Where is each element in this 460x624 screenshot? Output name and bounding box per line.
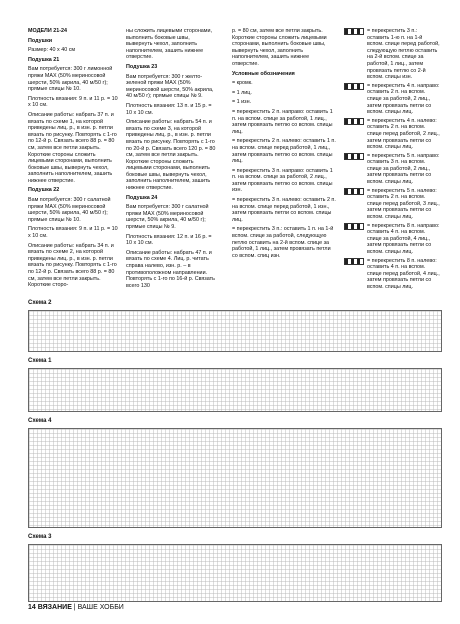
legend-text: = перекрестить 3 п.: оставить 1-ю п. на 1-й вспом. спице перед работой, следующую петлю оставить на 2-й вспом. спице за работой, 1 лиц., затем провязать петлю со 2-й вспом. спицы изн. — [367, 28, 440, 81]
column-2 — [126, 28, 216, 292]
paragraph: р. = 80 см, затем все петли закрыть. Короткие стороны сложить лицевыми сторонами, выполнить боковые швы, вывернуть чехол, заполнить наполнителем, зашить нижнее отверстие. — [232, 28, 327, 67]
paragraph: = перекрестить 2 п. направо: оставить 1 п. на вспом. спице за работой, 1 лиц., затем провязать петлю со вспом. спицы лиц. — [232, 108, 333, 135]
legend-text: = перекрестить 8 п. налево: оставить 4 п. на вспом. спице перед работой, 4 лиц., затем провязать петли со вспом. спицы лиц. — [367, 257, 440, 290]
page-number: 14 — [28, 604, 36, 611]
paragraph: Описание работы: набрать 37 п. и вязать по схеме 1, на которой приведены лиц. р., в изн. р. петли вязать по рисунку. Повторять с 1-го по 12-й р. Связать всего 88 р. = 80 см, затем все петли закрыть. Короткие стороны сложить лицевыми сторонами, выполнить боковые швы, вывернуть чехол, заполнить наполнителем, зашить нижнее отверстие. — [28, 111, 117, 184]
paragraph — [344, 188, 440, 221]
legend-text: = перекрестить 4 п. направо: оставить 2 п. на вспом. спице за работой, 2 лиц., затем провязать петли со вспом. спицы лиц. — [367, 82, 440, 116]
paragraph: Вам потребуется: 300 г лимонной пряжи MAX (50% мериносовой шерсти, 50% акрила, 40 м/50 г); прямые спицы № 10. — [28, 66, 113, 93]
paragraph: Плотность вязания: 9 п. и 11 р. = 10 х 10 см. — [28, 226, 118, 240]
legend-symbol — [344, 188, 364, 195]
size-line: Размер: 40 х 40 см — [28, 47, 76, 54]
legend-text: = перекрестить 5 п. налево: оставить 2 п. на вспом. спице перед работой, 3 лиц., затем провязать петли со вспом. спицы лиц. — [367, 187, 440, 221]
paragraph: ны сложить лицевыми сторонами, выполнить боковые швы, вывернуть чехол, заполнить наполнителем, зашить нижнее отверстие. — [126, 28, 213, 61]
paragraph: Вам потребуется: 300 г желто-зеленой пряжи MAX (50% мериносовой шерсти, 50% акрила, 40 м/50 г); прямые спицы № 9. — [126, 73, 214, 100]
section-heading: Подушка 22 — [28, 187, 60, 194]
col3-body — [232, 28, 337, 259]
legend-symbol — [344, 258, 364, 265]
page-footer: 14 ВЯЗАНИЕ | ВАШЕ ХОББИ — [28, 604, 124, 611]
legend-text: = перекрестить 8 п. направо: оставить 4 п. на вспом. спице за работой, 4 лиц., затем провязать петли со вспом. спицы лиц. — [367, 222, 440, 255]
legend-symbol — [344, 28, 364, 35]
paragraph: Описание работы: набрать 54 п. и вязать по схеме 3, на которой приведены лиц. р., в изн. р. петли вязать по рисунку. Повторять с 1-го по 20-й р. Связать всего 120 р. = 80 см, затем все петли закрыть. Короткие стороны сложить лицевыми сторонами, выполнить боковые швы, вывернуть чехол, заполнить наполнителем, зашить нижнее отверстие. — [126, 119, 216, 192]
paragraph: = кромк. — [232, 80, 253, 87]
chart-grid — [29, 429, 441, 527]
paragraph — [344, 223, 440, 256]
schema-3-chart — [28, 544, 442, 602]
section-heading: Подушка 23 — [126, 63, 158, 70]
brand-name: ВЯЗАНИЕ — [37, 604, 72, 611]
col2-body — [126, 28, 216, 289]
legend-symbol — [344, 83, 364, 90]
col1-body — [28, 57, 118, 289]
section-heading: Условные обозначения — [232, 70, 295, 77]
article-title: Подушки — [28, 37, 53, 44]
schema-2-chart — [28, 310, 442, 352]
section-heading: Подушка 21 — [28, 56, 60, 63]
legend-symbol — [344, 153, 364, 160]
paragraph: = перекрестить 3 п.: оставить 1 п. на 1-й вспом. спице за работой, следующую петлю оставить на 2-й вспом. спице за работой, 1 лиц., затем провязать петли со вспом. спиц изн. — [232, 226, 334, 259]
legend-text: = перекрестить 4 п. налево: оставить 2 п. на вспом. спице перед работой, 2 лиц., затем провязать петли со вспом. спицы лиц. — [367, 117, 440, 151]
chart-grid — [29, 311, 441, 351]
paragraph: Вам потребуется: 300 г салатной пряжи MAX (50% мериносовой шерсти, 50% акрила, 40 м/50 г); прямые спицы № 10. — [28, 197, 111, 223]
paragraph: = перекрестить 3 п. налево: оставить 2 п. на вспом. спице перед работой, 1 изн., затем провязать петли со вспом. спицы лиц. — [232, 197, 336, 223]
paragraph: = 1 изн. — [232, 99, 252, 106]
paragraph — [344, 83, 440, 116]
paragraph — [344, 153, 440, 186]
paragraph: = 1 лиц. — [232, 89, 252, 96]
schema-1-title: Схема 1 — [28, 358, 52, 364]
chart-grid — [29, 369, 441, 411]
schema-4-title: Схема 4 — [28, 418, 52, 424]
column-1 — [28, 28, 118, 292]
paragraph: Плотность вязания: 12 п. и 16 р. = 10 х 10 см. — [126, 233, 212, 247]
schema-2-title: Схема 2 — [28, 300, 52, 306]
section-name: ВАШЕ ХОББИ — [77, 604, 124, 611]
paragraph: Плотность вязания: 9 п. и 11 р. = 10 х 10 см. — [28, 95, 118, 109]
legend-symbol — [344, 223, 364, 230]
col4-body — [344, 28, 440, 291]
column-3 — [232, 28, 337, 262]
schema-4-chart — [28, 428, 442, 528]
schema-3-title: Схема 3 — [28, 534, 52, 540]
models-label: МОДЕЛИ 21-24 — [28, 28, 67, 34]
paragraph: Плотность вязания: 13 п. и 15 р. = 10 х 10 см. — [126, 102, 212, 116]
paragraph: = перекрестить 2 п. налево: оставить 1 п. на вспом. спице перед работой, 1 лиц., затем провязать петлю со вспом. спицы лиц. — [232, 138, 336, 165]
schema-1-chart — [28, 368, 442, 412]
paragraph: Описание работы: набрать 47 п. и вязать по схеме 4. Лиц. р. читать справа налево, изн. р. – в противоположном направлении. Повторять с 1-го по 16-й р. Связать всего 130 — [126, 249, 215, 289]
paragraph — [344, 118, 440, 151]
paragraph: Описание работы: набрать 34 п. и вязать по схеме 2, на которой приведены лиц. р., в изн. р. петли вязать по рисунку. Повторять с 1-го по 12-й р. Связать всего 88 р. = 80 см, затем все петли закрыть. Короткие сторо- — [28, 242, 117, 289]
paragraph: Вам потребуется: 300 г салатной пряжи MAX (50% мериносовой шерсти, 50% акрила, 40 м/50 г); прямые спицы № 9. — [126, 204, 209, 231]
section-heading: Подушка 24 — [126, 194, 158, 201]
chart-grid — [29, 545, 441, 601]
paragraph: = перекрестить 3 п. направо: оставить 1 п. на вспом. спице за работой, 2 лиц., затем провязать петлю со вспом. спицы изн. — [232, 167, 333, 194]
legend-symbol — [344, 118, 364, 125]
legend-text: = перекрестить 5 п. направо: оставить 3 п. на вспом. спице за работой, 2 лиц., затем провязать петли со вспом. спицы лиц. — [367, 152, 440, 186]
paragraph — [344, 28, 440, 81]
column-4 — [344, 28, 440, 293]
paragraph — [344, 258, 440, 291]
